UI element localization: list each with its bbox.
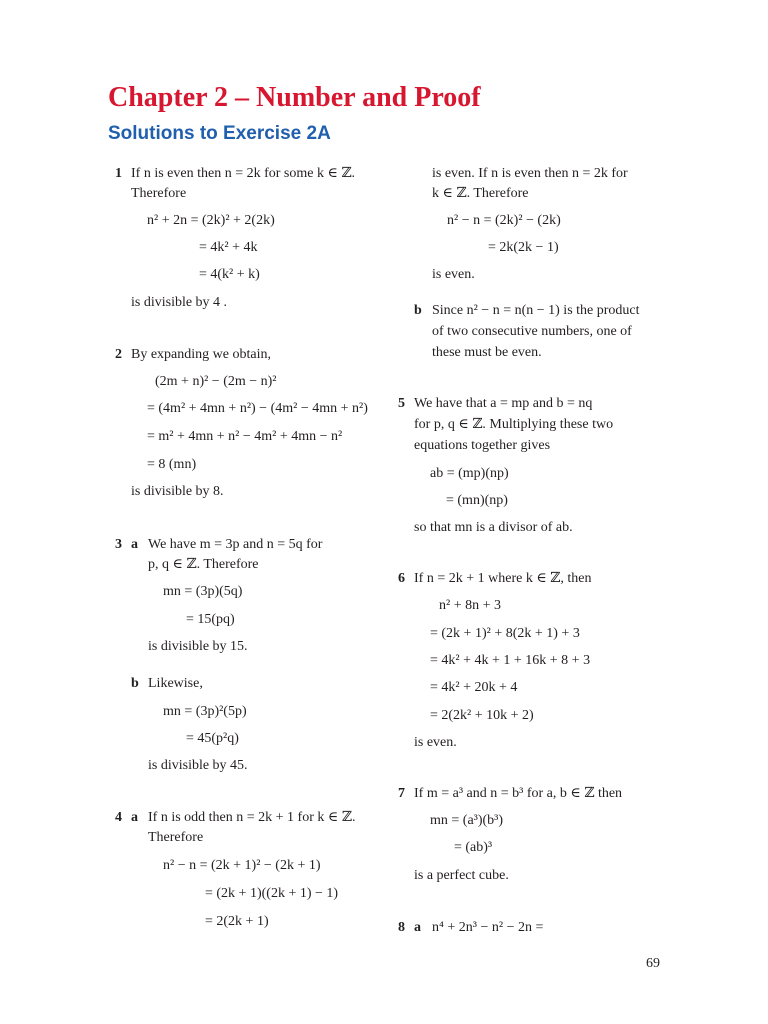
text-line: these must be even. bbox=[432, 345, 542, 360]
text-line: If n is even then n = 2k for some k ∈ ℤ. bbox=[131, 166, 356, 181]
text-line: is divisible by 4 . bbox=[131, 295, 228, 310]
part-label: a bbox=[414, 920, 421, 935]
question-number: 6 bbox=[398, 571, 405, 586]
chapter-title: Chapter 2 – Number and Proof bbox=[108, 82, 481, 113]
text-line: p, q ∈ ℤ. Therefore bbox=[148, 557, 259, 572]
text-line: k ∈ ℤ. Therefore bbox=[432, 186, 529, 201]
text-line: If n = 2k + 1 where k ∈ ℤ, then bbox=[414, 571, 592, 586]
text-line: Therefore bbox=[148, 830, 204, 845]
text-line: is a perfect cube. bbox=[414, 868, 509, 883]
equation-line: = 8 (mn) bbox=[147, 457, 197, 472]
equation-line: ab = (mp)(np) bbox=[430, 466, 509, 481]
text-line: is divisible by 15. bbox=[148, 639, 248, 654]
question-number: 4 bbox=[115, 810, 122, 825]
text-line: We have m = 3p and n = 5q for bbox=[148, 537, 323, 552]
equation-line: mn = (3p)²(5p) bbox=[163, 704, 247, 719]
equation-line: = 4(k² + k) bbox=[199, 267, 260, 282]
text-line: If m = a³ and n = b³ for a, b ∈ ℤ then bbox=[414, 786, 623, 801]
equation-line: = (2k + 1)² + 8(2k + 1) + 3 bbox=[430, 626, 580, 641]
equation-line: = 15(pq) bbox=[186, 612, 235, 627]
equation-line: = 4k² + 4k + 1 + 16k + 8 + 3 bbox=[430, 653, 591, 668]
text-line: is even. bbox=[414, 735, 457, 750]
equation-line: n⁴ + 2n³ − n² − 2n = bbox=[432, 920, 544, 935]
equation-line: = (ab)³ bbox=[454, 840, 493, 855]
question-number: 3 bbox=[115, 537, 122, 552]
question-number: 1 bbox=[115, 166, 122, 181]
text-line: By expanding we obtain, bbox=[131, 347, 271, 362]
text-line: is divisible by 45. bbox=[148, 758, 248, 773]
equation-line: n² + 8n + 3 bbox=[439, 598, 501, 613]
equation-line: (2m + n)² − (2m − n)² bbox=[155, 374, 277, 389]
text-line: for p, q ∈ ℤ. Multiplying these two bbox=[414, 417, 614, 432]
question-number: 2 bbox=[115, 347, 122, 362]
text-line: is even. If n is even then n = 2k for bbox=[432, 166, 628, 181]
equation-line: = 4k² + 4k bbox=[199, 240, 258, 255]
text-line: Therefore bbox=[131, 186, 187, 201]
equation-line: = 45(p²q) bbox=[186, 731, 239, 746]
equation-line: = 4k² + 20k + 4 bbox=[430, 680, 518, 695]
part-label: b bbox=[131, 676, 139, 691]
equation-line: n² − n = (2k)² − (2k) bbox=[447, 213, 561, 228]
text-line: is even. bbox=[432, 267, 475, 282]
text-line: We have that a = mp and b = nq bbox=[414, 396, 593, 411]
equation-line: = (2k + 1)((2k + 1) − 1) bbox=[205, 886, 339, 901]
text-line: equations together gives bbox=[414, 438, 551, 453]
exercise-subtitle: Solutions to Exercise 2A bbox=[108, 123, 331, 144]
equation-line: = 2(2k² + 10k + 2) bbox=[430, 708, 534, 723]
text-line: so that mn is a divisor of ab. bbox=[414, 520, 573, 535]
equation-line: n² + 2n = (2k)² + 2(2k) bbox=[147, 213, 275, 228]
text-line: Since n² − n = n(n − 1) is the product bbox=[432, 303, 640, 318]
text-line: of two consecutive numbers, one of bbox=[432, 324, 632, 339]
equation-line: = (mn)(np) bbox=[446, 493, 508, 508]
question-number: 5 bbox=[398, 396, 405, 411]
part-label: a bbox=[131, 810, 138, 825]
text-line: If n is odd then n = 2k + 1 for k ∈ ℤ. bbox=[148, 810, 356, 825]
text-line: Likewise, bbox=[148, 676, 203, 691]
equation-line: n² − n = (2k + 1)² − (2k + 1) bbox=[163, 858, 321, 873]
equation-line: = 2k(2k − 1) bbox=[488, 240, 559, 255]
text-line: is divisible by 8. bbox=[131, 484, 224, 499]
question-number: 8 bbox=[398, 920, 405, 935]
part-label: b bbox=[414, 303, 422, 318]
equation-line: = m² + 4mn + n² − 4m² + 4mn − n² bbox=[147, 429, 343, 444]
equation-line: = 2(2k + 1) bbox=[205, 914, 269, 929]
equation-line: mn = (3p)(5q) bbox=[163, 584, 243, 599]
equation-line: = (4m² + 4mn + n²) − (4m² − 4mn + n²) bbox=[147, 401, 368, 416]
part-label: a bbox=[131, 537, 138, 552]
question-number: 7 bbox=[398, 786, 405, 801]
equation-line: mn = (a³)(b³) bbox=[430, 813, 504, 828]
page-number: 69 bbox=[646, 956, 660, 971]
